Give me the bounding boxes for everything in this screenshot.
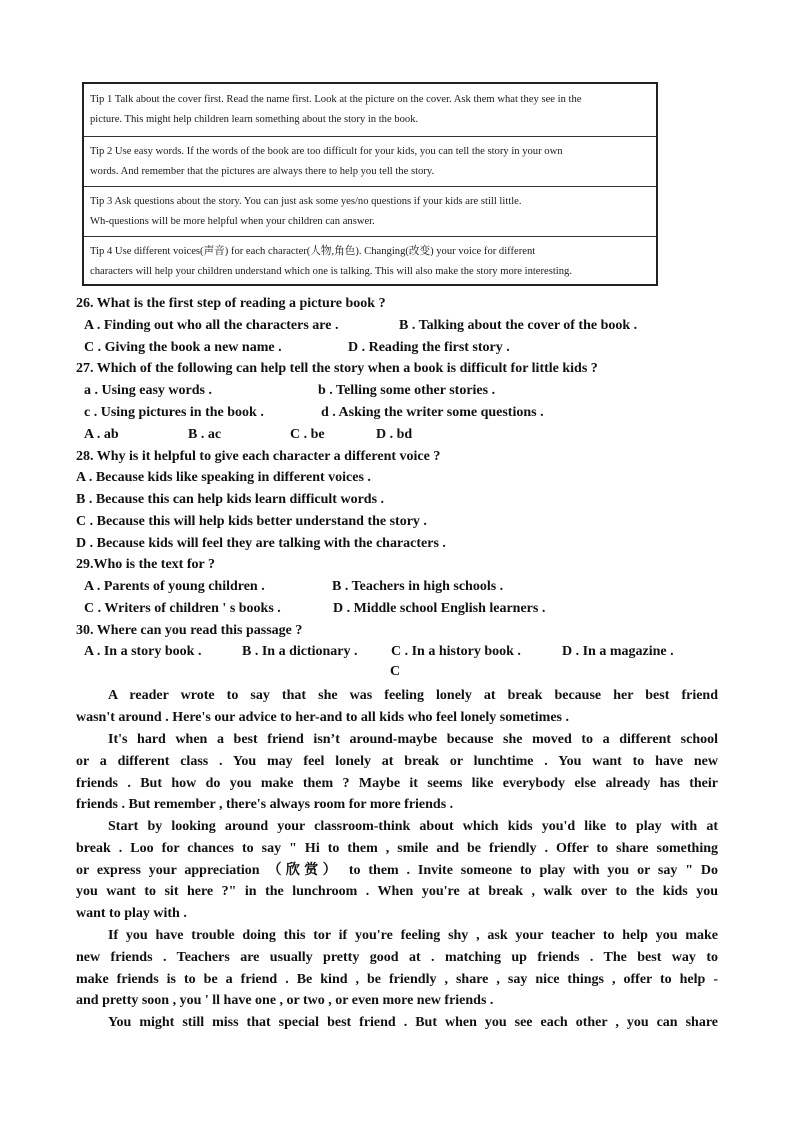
tip-1-line-1: Tip 1 Talk about the cover first. Read the name first. Look at the picture on the cover. Ask them what they see in the: [90, 94, 582, 105]
question-26-option-a: A . Finding out who all the characters are .: [84, 318, 339, 333]
passage-p3-line-5: want to play with .: [76, 906, 187, 922]
passage-p2-line-3: friends . But how do you make them ? Maybe it seems like everybody else already has their: [76, 775, 718, 791]
question-27-stem: 27. Which of the following can help tell the story when a book is difficult for little kids ?: [76, 361, 598, 376]
passage-p4-line-3: make friends is to be a friend . Be kind , be friendly , share , say nice things , offer to help -: [76, 971, 718, 987]
question-30-option-a: A . In a story book .: [84, 644, 202, 659]
tip-2: [84, 136, 656, 186]
passage-paragraph-2: [76, 729, 718, 816]
passage-paragraph-4: [76, 925, 718, 1012]
question-27-statement-a: a . Using easy words .: [84, 383, 212, 398]
question-27-statement-c: c . Using pictures in the book .: [84, 405, 264, 420]
tip-3-line-1: Tip 3 Ask questions about the story. You can just ask some yes/no questions if your kids are still little.: [90, 196, 522, 207]
question-29-option-c: C . Writers of children ' s books .: [84, 601, 281, 616]
passage-paragraph-5: [76, 1012, 718, 1034]
passage-paragraph-1: [76, 685, 718, 729]
question-27-option-d: D . bd: [376, 427, 413, 442]
question-30-option-c: C . In a history book .: [391, 644, 521, 659]
passage-p4-line-2: new friends . Teachers are usually pretty good at . matching up friends . The best way to: [76, 949, 718, 965]
tip-4-line-1: Tip 4 Use different voices(声音) for each character(人物,角色). Changing(改变) your voice for different: [90, 246, 536, 257]
question-27-option-c: C . be: [290, 427, 325, 442]
passage-p3-line-2: break . Loo for chances to say " Hi to them , smile and be friendly . Offer to share something: [76, 840, 718, 856]
question-27-statement-d: d . Asking the writer some questions .: [321, 405, 544, 420]
question-29-option-b: B . Teachers in high schools .: [332, 579, 504, 594]
passage-p5-line-1: You might still miss that special best friend . But when you see each other , you can share: [108, 1015, 718, 1030]
question-26-option-d: D . Reading the first story .: [348, 340, 510, 355]
tip-3: [84, 186, 656, 236]
question-29-option-a: A . Parents of young children .: [84, 579, 265, 594]
tip-2-line-1: Tip 2 Use easy words. If the words of the book are too difficult for your kids, you can tell the story in your own: [90, 146, 563, 157]
passage-p4-line-4: and pretty soon , you ' ll have one , or two , or even more new friends .: [76, 993, 494, 1009]
question-26-option-b: B . Talking about the cover of the book .: [399, 318, 638, 333]
question-28-stem: 28. Why is it helpful to give each character a different voice ?: [76, 449, 441, 464]
passage-p2-line-1: It's hard when a best friend isn’t around-maybe because she moved to a different school: [108, 732, 718, 747]
question-27-statement-b: b . Telling some other stories .: [318, 383, 496, 398]
passage-p3-line-1: Start by looking around your classroom-think about which kids you'd like to play with at: [108, 819, 718, 834]
question-27-option-a: A . ab: [84, 427, 119, 442]
passage-p2-line-2: or a different class . You may feel lonely at break or lunchtime . You want to have new: [76, 753, 718, 769]
tip-1: [84, 90, 656, 136]
tip-4-line-2: characters will help your children understand which one is talking. This will also make the story more interesting.: [90, 266, 572, 277]
question-29-option-d: D . Middle school English learners .: [333, 601, 546, 616]
question-28-option-d: D . Because kids will feel they are talking with the characters .: [76, 536, 446, 551]
passage-p3-line-4: you want to sit here ?" in the lunchroom . When you're at break , walk over to the kids you: [76, 884, 718, 900]
question-30-option-d: D . In a magazine .: [562, 644, 674, 659]
passage-p2-line-4: friends . But remember , there's always room for more friends .: [76, 797, 454, 813]
section-label: C: [390, 664, 401, 679]
question-26-option-c: C . Giving the book a new name .: [84, 340, 282, 355]
passage-p4-line-1: If you have trouble doing this tor if you're feeling shy , ask your teacher to help you make: [108, 928, 718, 943]
tip-4: [84, 236, 656, 286]
question-28-option-b: B . Because this can help kids learn difficult words .: [76, 492, 385, 507]
question-26-stem: 26. What is the first step of reading a picture book ?: [76, 296, 386, 311]
question-28-option-a: A . Because kids like speaking in different voices .: [76, 470, 371, 485]
question-27-option-b: B . ac: [188, 427, 222, 442]
passage-paragraph-3: [76, 816, 718, 925]
tip-1-line-2: picture. This might help children learn something about the story in the book.: [90, 114, 419, 125]
question-28-option-c: C . Because this will help kids better understand the story .: [76, 514, 427, 529]
tip-3-line-2: Wh-questions will be more helpful when your children can answer.: [90, 216, 375, 227]
passage-p3-line-3: or express your appreciation （欣赏） to them . Invite someone to play with you or say " Do: [76, 862, 718, 878]
question-30-stem: 30. Where can you read this passage ?: [76, 623, 303, 638]
tip-2-line-2: words. And remember that the pictures are always there to help you tell the story.: [90, 166, 435, 177]
question-30-option-b: B . In a dictionary .: [242, 644, 358, 659]
tips-table: [82, 82, 658, 286]
question-29-stem: 29.Who is the text for ?: [76, 557, 215, 572]
passage-p1-line-2: wasn't around . Here's our advice to her-and to all kids who feel lonely sometimes .: [76, 709, 569, 725]
passage-p1-line-1: A reader wrote to say that she was feeling lonely at break because her best friend: [108, 688, 718, 703]
